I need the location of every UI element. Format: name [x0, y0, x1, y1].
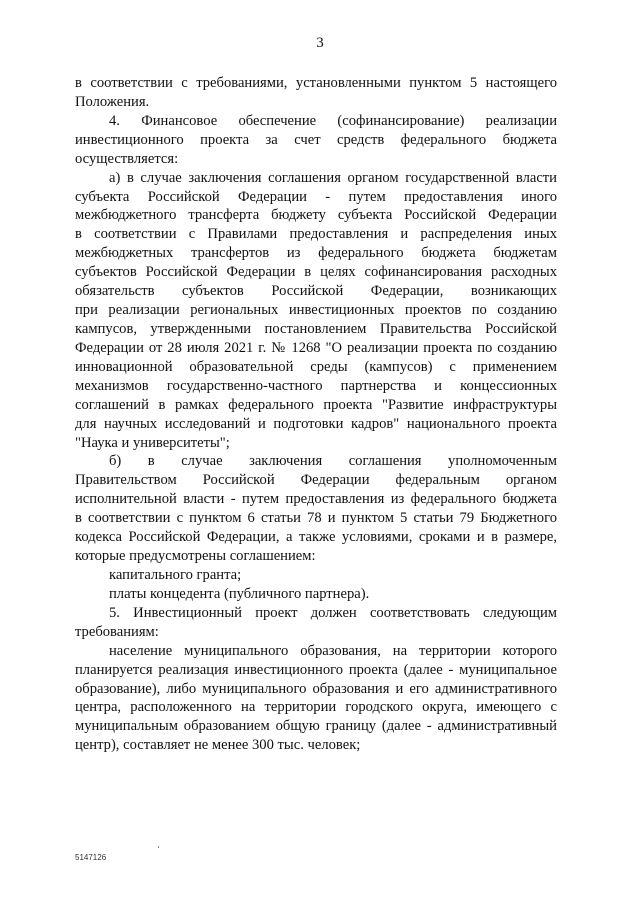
item-b-line: б) в случае заключения соглашения уполномоченным: [109, 453, 557, 470]
text-line: кампусов, утвержденными постановлением Правительства Российской: [75, 320, 557, 337]
text-line: субъектов Российской Федерации в целях софинансирования расходных: [75, 264, 557, 281]
text-line: планируется реализация инвестиционного проекта (далее - муниципальное: [75, 661, 557, 678]
text-line: в соответствии с пунктом 6 статьи 78 и пунктом 5 статьи 79 Бюджетного: [75, 510, 557, 527]
text-line: муниципальным образованием общую границу (далее - административный: [75, 718, 557, 735]
text-line: образование), либо муниципального образования и его административного: [75, 680, 557, 697]
section-4-heading-line: 4. Финансовое обеспечение (софинансирование) реализации: [109, 112, 557, 129]
text-line: при реализации региональных инвестиционных проектов по созданию: [75, 302, 557, 319]
text-line: осуществляется:: [75, 150, 179, 167]
item-a-line: а) в случае заключения соглашения органом государственной власти: [109, 169, 557, 186]
text-line: "Наука и университеты";: [75, 434, 230, 451]
document-body: [75, 74, 557, 755]
scan-speck: [158, 846, 159, 848]
text-line: механизмов государственно-частного партнерства и концессионных: [75, 377, 557, 394]
list-item-capital-grant: капитального гранта;: [109, 566, 242, 583]
text-line: исполнительной власти - путем предоставления из федерального бюджета: [75, 491, 557, 508]
text-line: в соответствии с Правилами предоставления и распределения иных: [75, 226, 557, 243]
text-line: требованиям:: [75, 623, 159, 640]
text-line: межбюджетного трансферта бюджету субъекта Российской Федерации: [75, 207, 557, 224]
text-line: которые предусмотрены соглашением:: [75, 548, 316, 565]
text-line: субъекта Российской Федерации - путем предоставления иного: [75, 188, 557, 205]
text-line: центра, расположенного на территории городского округа, имеющего с: [75, 699, 557, 716]
text-line: Положения.: [75, 93, 150, 110]
text-line: инновационной образовательной среды (кампусов) с применением: [75, 358, 557, 375]
text-line: соглашений в рамках федерального проекта "Развитие инфраструктуры: [75, 396, 557, 413]
text-line: Правительством Российской Федерации федеральным органом: [75, 472, 557, 489]
text-line: Федерации от 28 июля 2021 г. № 1268 "О реализации проекта по созданию: [75, 339, 557, 356]
text-line: обязательств субъектов Российской Федерации, возникающих: [75, 283, 557, 300]
text-line: в соответствии с требованиями, установленными пунктом 5 настоящего: [75, 75, 557, 91]
text-line: инвестиционного проекта за счет средств федерального бюджета: [75, 131, 557, 148]
text-line: кодекса Российской Федерации, а также условиями, сроками и в размере,: [75, 529, 557, 546]
requirement-population-line: население муниципального образования, на территории которого: [109, 642, 557, 659]
text-line: для научных исследований и подготовки кадров" национального проекта: [75, 415, 557, 432]
list-item-concedent-payment: платы концедента (публичного партнера).: [109, 585, 370, 602]
text-line: межбюджетных трансфертов из федерального бюджета бюджетам: [75, 245, 557, 262]
page-number: 3: [316, 35, 324, 51]
text-line: центр), составляет не менее 300 тыс. человек;: [75, 737, 361, 754]
section-5-heading-line: 5. Инвестиционный проект должен соответствовать следующим: [109, 604, 557, 621]
document-code: 5147126: [75, 853, 107, 862]
